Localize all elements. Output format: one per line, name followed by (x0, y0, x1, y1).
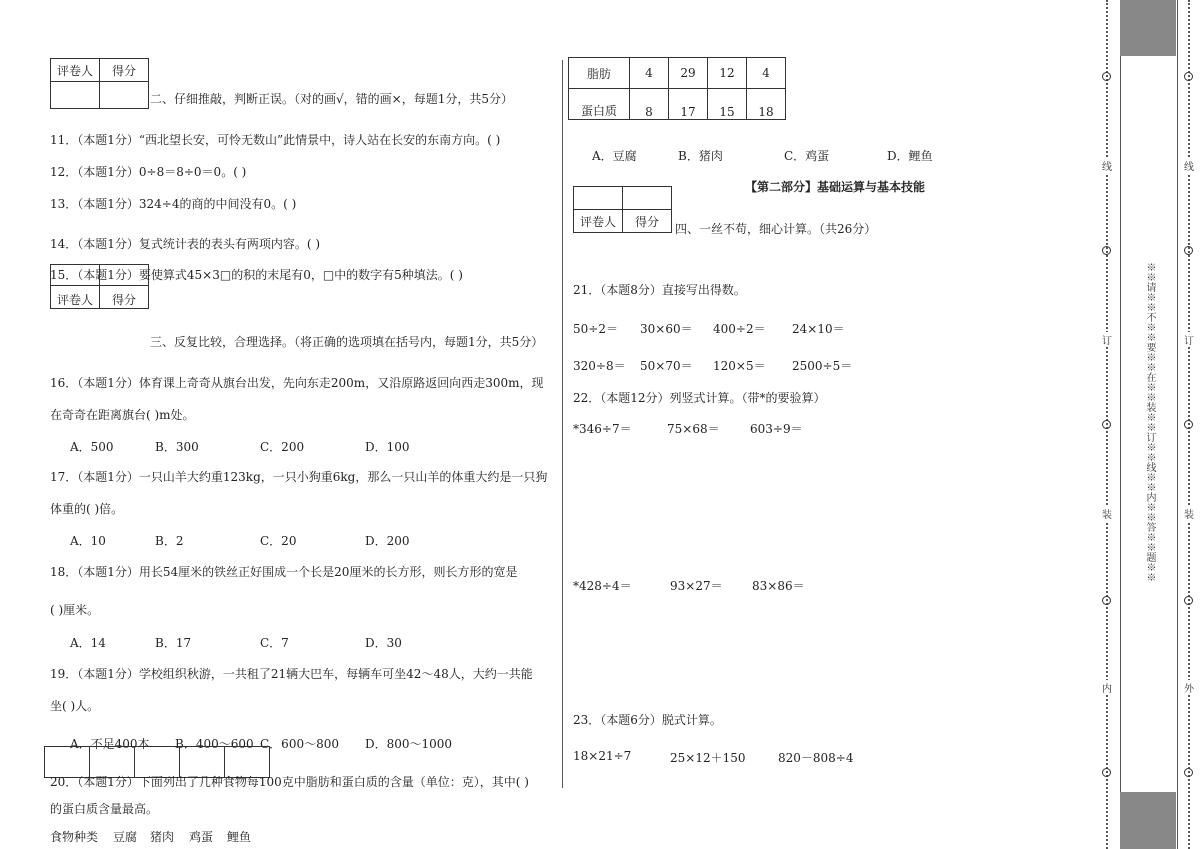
food-header-label: 食物种类 (50, 830, 99, 844)
binding-hole-marker (1102, 72, 1111, 81)
q21-item-2: 30×60＝ (640, 322, 693, 336)
binding-hole-marker (1102, 768, 1111, 777)
q22-item-1: *346÷7＝ (573, 422, 632, 436)
q21-item-5: 320÷8＝ (573, 359, 626, 373)
binding-strip-bottom (1120, 792, 1176, 849)
q16-option-d: D．100 (365, 440, 410, 454)
q17-option-b: B．2 (155, 534, 184, 548)
section3-heading: 三、反复比较，合理选择。（将正确的选项填在括号内，每题1分，共5分） (150, 335, 544, 349)
protein-tofu: 8 (630, 89, 669, 120)
binding-hole-marker (1184, 768, 1193, 777)
nutrition-table (568, 57, 786, 120)
section2-heading: 二、仔细推敲，判断正误。（对的画√，错的画×，每题1分，共5分） (150, 92, 513, 106)
binding-hole-marker (1184, 72, 1193, 81)
q22-item-5: 93×27＝ (670, 579, 723, 593)
question-12: 12．（本题1分）0÷8＝8÷0＝0。( ) (50, 165, 247, 179)
protein-carp: 18 (747, 89, 786, 120)
score-label: 得分 (623, 210, 672, 233)
question-16-line2: 在奇奇在距离旗台( )m处。 (50, 408, 195, 422)
q16-option-c: C．200 (260, 440, 305, 454)
question-19-line1: 19．（本题1分）学校组织秋游，一共租了21辆大巴车，每辆车可坐42～48人，大约一共能 (50, 667, 533, 681)
question-20-line2: 的蛋白质含量最高。 (50, 802, 159, 816)
outer-mark-ding: 订 (1184, 332, 1194, 347)
food-header-pork: 猪肉 (150, 830, 175, 844)
q19-option-a: A．不足400本 (70, 737, 150, 751)
outer-mark-xian: 线 (1184, 158, 1194, 173)
question-20-line1: 20．（本题1分）下面列出了几种食物每100克中脂肪和蛋白质的含量（单位：克），其中( ) (50, 775, 529, 789)
q20-option-b: B．猪肉 (678, 149, 723, 163)
fat-carp: 4 (747, 58, 786, 89)
inner-mark-ding: 订 (1102, 332, 1112, 347)
food-header-egg: 鸡蛋 (189, 830, 214, 844)
q21-item-1: 50÷2＝ (573, 322, 618, 336)
q21-item-4: 24×10＝ (792, 322, 845, 336)
protein-egg: 15 (708, 89, 747, 120)
fat-tofu: 4 (630, 58, 669, 89)
q20-option-c: C．鸡蛋 (784, 149, 830, 163)
question-18-line1: 18．（本题1分）用长54厘米的铁丝正好围成一个长是20厘米的长方形，则长方形的宽是 (50, 565, 518, 579)
fat-egg: 12 (708, 58, 747, 89)
q22-item-3: 603÷9＝ (750, 422, 803, 436)
inner-mark-xian: 线 (1102, 158, 1112, 173)
score-box-section4 (573, 186, 672, 233)
question-17-line1: 17．（本题1分）一只山羊大约重123kg，一只小狗重6kg，那么一只山羊的体重大约是一只狗 (50, 470, 548, 484)
q17-option-a: A．10 (70, 534, 106, 548)
score-label: 得分 (100, 286, 149, 309)
protein-pork: 17 (669, 89, 708, 120)
outer-mark-zhuang: 装 (1184, 506, 1194, 521)
q21-item-7: 120×5＝ (713, 359, 766, 373)
food-header-carp: 鲤鱼 (227, 830, 252, 844)
question-11: 11．（本题1分）“西北望长安，可怜无数山”此情景中，诗人站在长安的东南方向。( ) (50, 133, 501, 147)
q22-item-2: 75×68＝ (667, 422, 720, 436)
binding-notice: ※※请※※不※※要※※在※※装※※订※※线※※内※※答※※题※※ (1144, 262, 1155, 582)
row-label-fat: 脂肪 (569, 58, 630, 89)
binding-hole-marker (1102, 596, 1111, 605)
score-label: 得分 (100, 59, 149, 82)
binding-hole-marker (1184, 420, 1193, 429)
q18-option-c: C．7 (260, 636, 289, 650)
q16-option-b: B．300 (155, 440, 199, 454)
binding-hole-marker (1102, 420, 1111, 429)
q16-option-a: A．500 (70, 440, 114, 454)
q20-option-a: A．豆腐 (592, 149, 637, 163)
question-21: 21．（本题8分）直接写出得数。 (573, 283, 746, 297)
q18-option-b: B．17 (155, 636, 192, 650)
food-header-tofu: 豆腐 (113, 830, 138, 844)
question-14: 14．（本题1分）复式统计表的表头有两项内容。( ) (50, 237, 321, 251)
q21-item-6: 50×70＝ (640, 359, 693, 373)
q21-item-8: 2500÷5＝ (792, 359, 853, 373)
question-16-line1: 16．（本题1分）体育课上奇奇从旗台出发，先向东走200m，又沿原路返回向西走300m，现 (50, 376, 544, 390)
binding-strip-top (1120, 0, 1176, 56)
reviewer-label: 评卷人 (574, 210, 623, 233)
outer-mark-wai: 外 (1184, 680, 1194, 695)
inner-mark-nei: 内 (1102, 680, 1112, 695)
q19-option-d: D．800～1000 (365, 737, 453, 751)
question-22: 22．（本题12分）列竖式计算。（带*的要验算） (573, 391, 826, 405)
q19-option-b: B．400～600 (175, 737, 254, 751)
q18-option-a: A．14 (70, 636, 106, 650)
q23-item-3: 820－808÷4 (778, 751, 854, 765)
question-19-line2: 坐( )人。 (50, 699, 100, 713)
q21-item-3: 400÷2＝ (713, 322, 766, 336)
part2-title: 【第二部分】基础运算与基本技能 (745, 180, 926, 194)
question-23: 23．（本题6分）脱式计算。 (573, 713, 722, 727)
q18-option-d: D．30 (365, 636, 402, 650)
binding-hole-marker (1184, 596, 1193, 605)
question-15: 15．（本题1分）要使算式45×3□的积的末尾有0，□中的数字有5种填法。( ) (50, 268, 463, 282)
column-divider (562, 60, 563, 788)
q20-option-d: D．鲤鱼 (887, 149, 933, 163)
q22-item-6: 83×86＝ (752, 579, 805, 593)
reviewer-label: 评卷人 (51, 286, 100, 309)
q17-option-c: C．20 (260, 534, 297, 548)
question-17-line2: 体重的( )倍。 (50, 502, 124, 516)
inner-mark-zhuang: 装 (1102, 506, 1112, 521)
reviewer-label: 评卷人 (51, 59, 100, 82)
question-13: 13．（本题1分）324÷4的商的中间没有0。( ) (50, 197, 297, 211)
row-label-protein: 蛋白质 (569, 89, 630, 120)
fat-pork: 29 (669, 58, 708, 89)
q23-item-2: 25×12＋150 (670, 751, 746, 765)
q17-option-d: D．200 (365, 534, 410, 548)
question-18-line2: ( )厘米。 (50, 603, 100, 617)
binding-hole-marker (1102, 246, 1111, 255)
q22-item-4: *428÷4＝ (573, 579, 632, 593)
binding-hole-marker (1184, 246, 1193, 255)
score-box-section2 (50, 58, 149, 109)
section4-heading: 四、一丝不苟，细心计算。（共26分） (675, 222, 877, 236)
q19-option-c: C．600～800 (260, 737, 339, 751)
q23-item-1: 18×21÷7 (573, 749, 632, 763)
